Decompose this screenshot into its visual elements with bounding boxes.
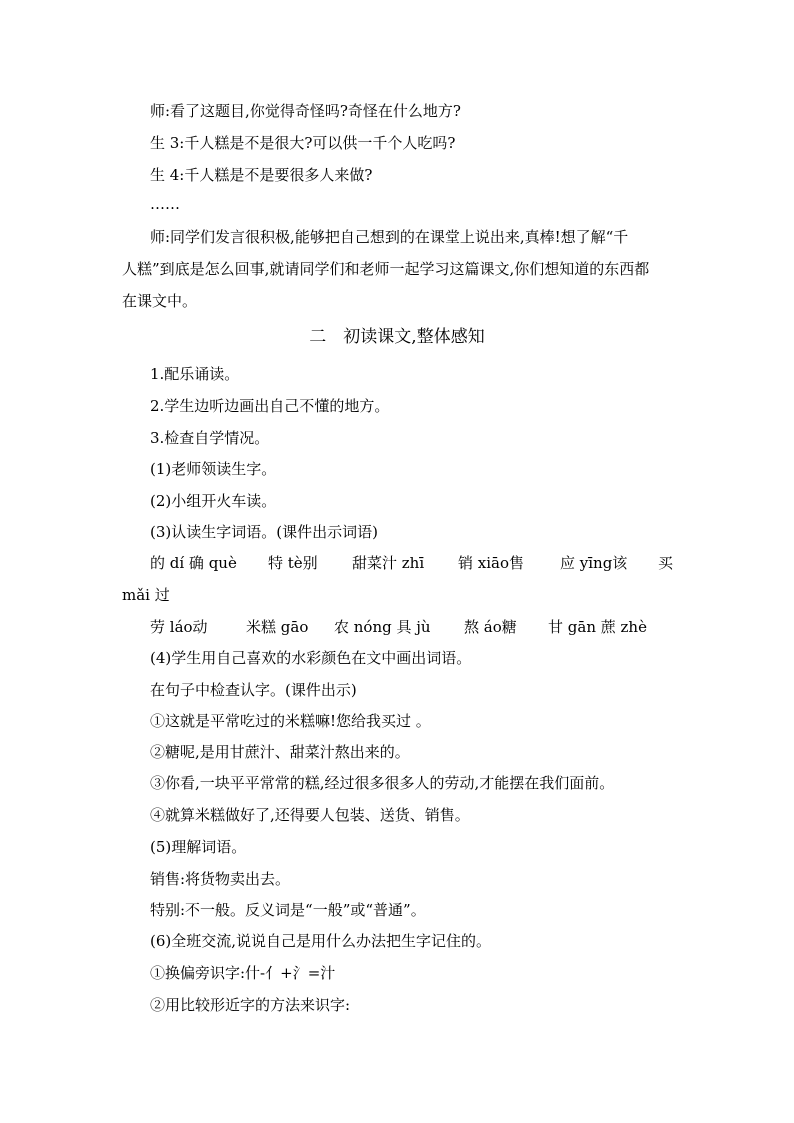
check-sentence-1: ①这就是平常吃过的米糕嘛!您给我买过 。 (150, 712, 431, 730)
vocab-word: 甜菜汁 zhī (352, 554, 425, 572)
teacher-summary-line-2: 人糕”到底是怎么回事,就请同学们和老师一起学习这篇课文,你们想知道的东西都 (122, 260, 650, 278)
substep-1: (1)老师领读生字。 (150, 460, 277, 478)
vocab-word: 应 yīng该 (560, 554, 628, 572)
vocab-word: 买 (658, 554, 674, 572)
vocab-word: 销 xiāo售 (458, 554, 524, 572)
dialogue-student-3: 生 3:千人糕是不是很大?可以供一千个人吃吗? (150, 134, 456, 152)
substep-6: (6)全班交流,说说自己是用什么办法把生字记住的。 (150, 932, 492, 950)
vocab-word: 甘 gān 蔗 zhè (548, 618, 647, 636)
substep-5: (5)理解词语。 (150, 838, 247, 856)
dialogue-student-4: 生 4:千人糕是不是要很多人来做? (150, 166, 373, 184)
teacher-summary-line-1: 师:同学们发言很积极,能够把自己想到的在课堂上说出来,真棒!想了解“千 (150, 228, 629, 246)
substep-4: (4)学生用自己喜欢的水彩颜色在文中画出词语。 (150, 649, 472, 667)
section-heading: 二 初读课文,整体感知 (309, 327, 485, 347)
substep-3: (3)认读生字词语。(课件出示词语) (150, 523, 378, 541)
dialogue-teacher-question: 师:看了这题目,你觉得奇怪吗?奇怪在什么地方? (150, 102, 461, 120)
substep-2: (2)小组开火车读。 (150, 492, 277, 510)
step-2: 2.学生边听边画出自己不懂的地方。 (150, 397, 390, 415)
check-sentence-4: ④就算米糕做好了,还得要人包装、送货、销售。 (150, 806, 470, 824)
vocab-word: 熬 áo糖 (464, 618, 517, 636)
check-sentence-2: ②糖呢,是用甘蔗汁、甜菜汁熬出来的。 (150, 743, 410, 761)
method-1: ①换偏旁识字:什-亻+氵=汁 (150, 964, 336, 982)
check-sentence-3: ③你看,一块平平常常的糕,经过很多很多人的劳动,才能摆在我们面前。 (150, 774, 615, 792)
vocab-row-1-wrap: mǎi 过 (122, 586, 170, 604)
substep-4-note: 在句子中检查认字。(课件出示) (150, 681, 357, 699)
vocab-row-1 (122, 553, 674, 573)
ellipsis: …… (150, 195, 180, 213)
definition-xiaoshou: 销售:将货物卖出去。 (150, 870, 291, 888)
vocab-word: 劳 láo动 (150, 618, 208, 636)
definition-tebie: 特别:不一般。反义词是“一般”或“普通”。 (150, 901, 426, 919)
vocab-word: 米糕 gāo (246, 618, 309, 636)
vocab-word: 农 nóng 具 jù (334, 618, 431, 636)
method-2: ②用比较形近字的方法来识字: (150, 996, 351, 1014)
vocab-row-2 (122, 617, 674, 637)
vocab-word: 特 tè别 (268, 554, 318, 572)
step-1: 1.配乐诵读。 (150, 365, 240, 383)
vocab-word: 的 dí 确 què (150, 554, 237, 572)
step-3: 3.检查自学情况。 (150, 429, 270, 447)
teacher-summary-line-3: 在课文中。 (122, 292, 198, 310)
